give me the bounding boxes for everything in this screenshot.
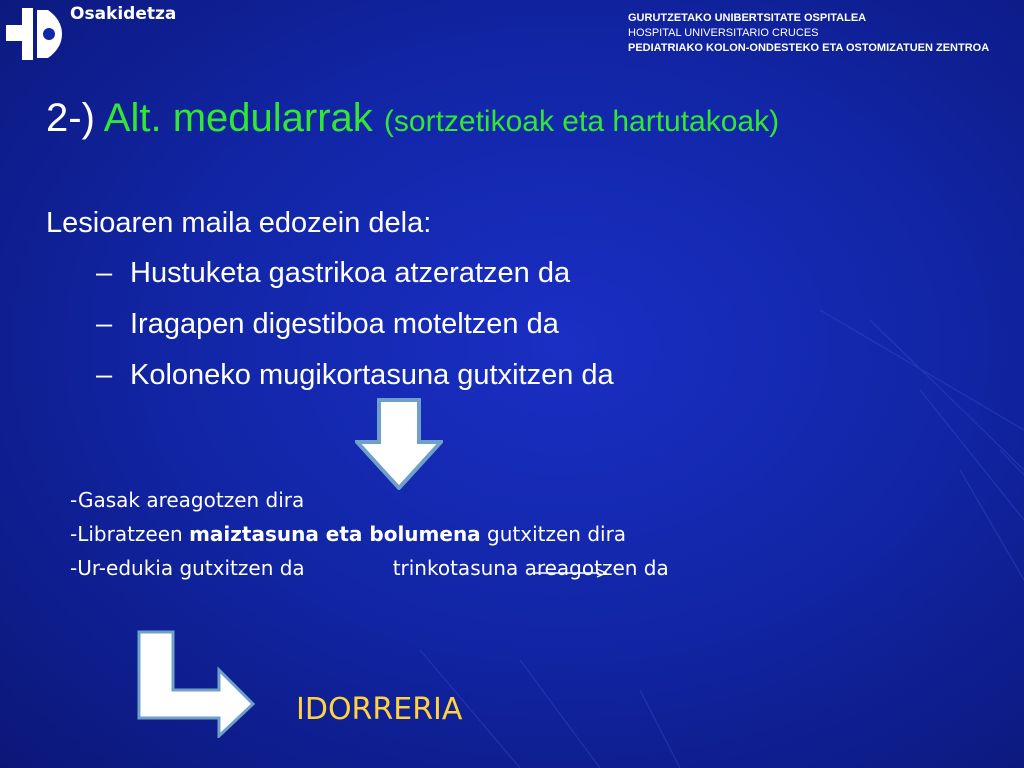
- hospital-line-spanish: HOSPITAL UNIVERSITARIO CRUCES: [628, 27, 819, 39]
- brand-name: Osakidetza: [70, 4, 177, 24]
- effect-line: -Libratzeen maiztasuna eta bolumena gutxitzen dira: [70, 522, 627, 546]
- effect-line: -Gasak areagotzen dira: [70, 488, 305, 512]
- hospital-line-center: PEDIATRIAKO KOLON-ONDESTEKO ETA OSTOMIZATUEN ZENTROA: [628, 42, 990, 54]
- title-subtitle: (sortzetikoak eta hartutakoak): [383, 105, 780, 138]
- list-item: – Koloneko mugikortasuna gutxitzen da: [96, 359, 614, 391]
- list-item: – Iragapen digestiboa moteltzen da: [96, 308, 559, 340]
- right-arrow-small-icon: [535, 568, 607, 578]
- bullet-text: Koloneko mugikortasuna gutxitzen da: [130, 359, 614, 391]
- title-number: 2-): [46, 96, 95, 140]
- title-main: Alt. medularrak: [103, 96, 373, 140]
- hospital-line-basque: GURUTZETAKO UNIBERTSITATE OSPITALEA: [628, 12, 867, 24]
- slide-title: [46, 96, 779, 141]
- bent-arrow-icon: [135, 628, 257, 738]
- hospital-header: [628, 11, 989, 56]
- bullet-text: Hustuketa gastrikoa atzeratzen da: [130, 257, 571, 289]
- bullet-list: [96, 256, 614, 409]
- bullet-text: Iragapen digestiboa moteltzen da: [130, 308, 559, 340]
- effect-consequence: trinkotasuna areagotzen da: [392, 556, 669, 580]
- effect-emphasis: maiztasuna eta bolumena: [189, 522, 481, 546]
- down-arrow-icon: [355, 398, 443, 490]
- result-label: IDORRERIA: [296, 692, 463, 727]
- osakidetza-logo-icon: [4, 4, 64, 64]
- lead-text: Lesioaren maila edozein dela:: [46, 207, 432, 239]
- list-item: – Hustuketa gastrikoa atzeratzen da: [96, 257, 571, 289]
- effect-line: -Ur-edukia gutxitzen da trinkotasuna areagotzen da: [70, 556, 669, 580]
